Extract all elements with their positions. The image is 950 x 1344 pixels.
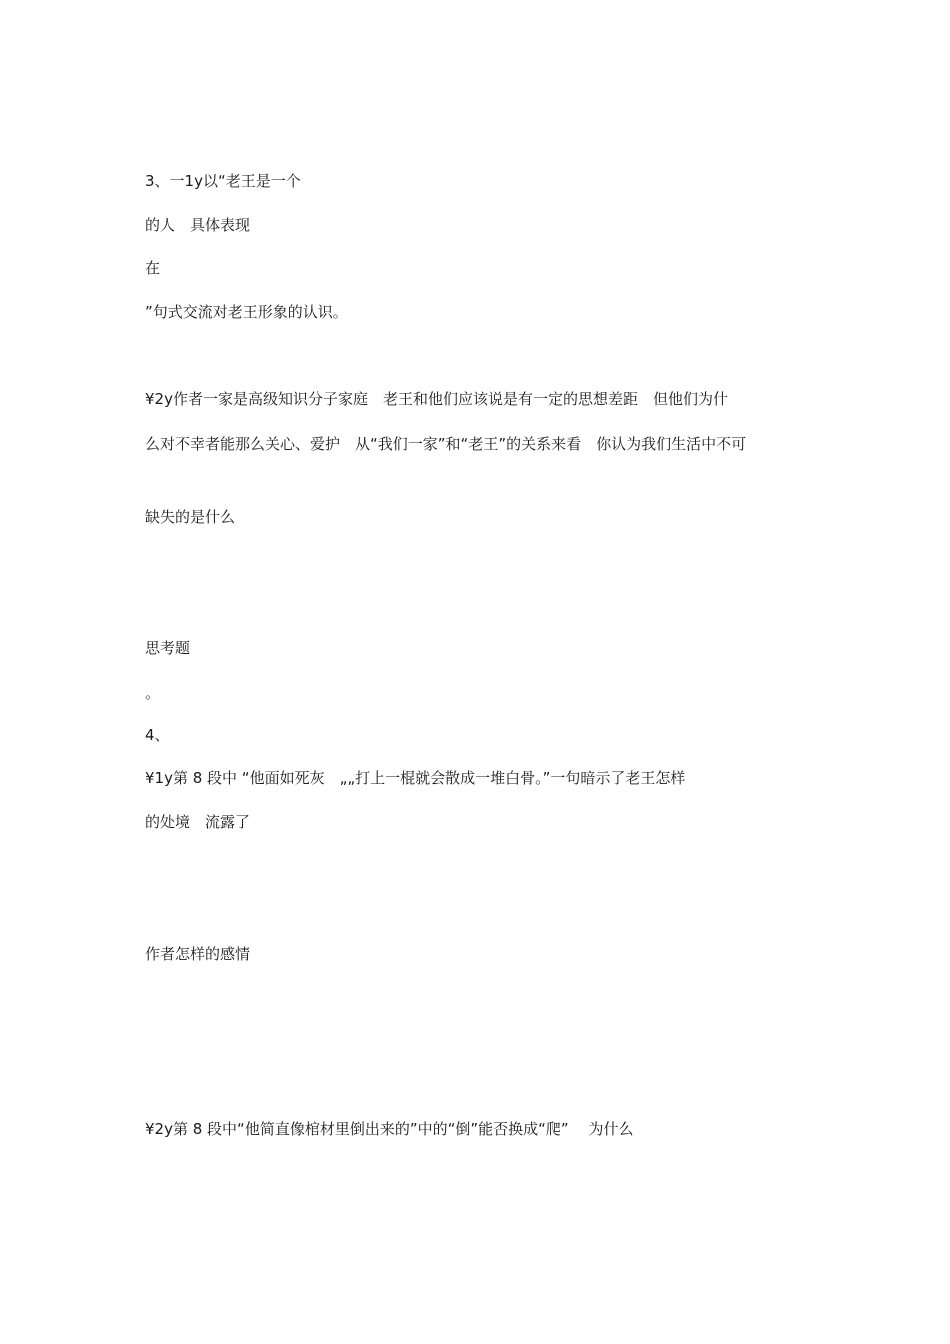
- question-3-part-1-prompt: 3、一1y以“老王是一个: [145, 172, 301, 190]
- question-4-part-2: ¥2y第 8 段中“他简直像棺材里倒出来的”中的“倒”能否换成“爬” 为什么: [145, 1120, 634, 1138]
- question-3-part-2-line-2: 么对不幸者能那么关心、爱护 从“我们一家”和“老王”的关系来看 你认为我们生活中不可: [145, 435, 747, 453]
- section-heading: 思考题: [145, 639, 191, 657]
- punctuation-mark: 。: [145, 684, 161, 702]
- question-3-part-1-continuation: 的人 具体表现: [145, 216, 251, 234]
- question-3-part-1-instruction: ”句式交流对老王形象的认识。: [145, 303, 348, 321]
- question-3-part-2-line-1: ¥2y作者一家是高级知识分子家庭 老王和他们应该说是有一定的思想差距 但他们为什: [145, 390, 728, 408]
- question-4-part-1-line-1: ¥1y第 8 段中 “他面如死灰 „„打上一棍就会散成一堆白骨。”一句暗示了老王怎样: [145, 769, 686, 787]
- question-3-part-1-location: 在: [145, 259, 161, 277]
- question-3-part-2-line-3: 缺失的是什么: [145, 508, 236, 526]
- question-4-part-1-line-3: 作者怎样的感情: [145, 945, 251, 963]
- question-4-part-1-line-2: 的处境 流露了: [145, 813, 251, 831]
- question-4-number: 4、: [145, 726, 170, 744]
